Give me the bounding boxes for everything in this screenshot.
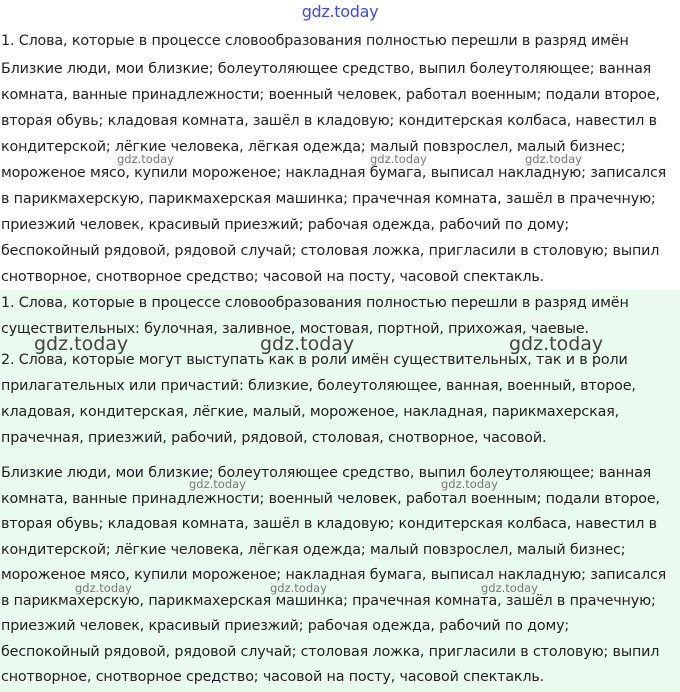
watermark: gdz.today bbox=[441, 477, 498, 491]
answer-line: кладовая, кондитерская, лёгкие, малый, мороженое, накладная, парикмахерская, bbox=[1, 404, 620, 420]
answer-line: кондитерской; лёгкие человека, лёгкая одежда; малый повзрослел, малый бизнес; bbox=[1, 541, 626, 558]
watermark: gdz.today bbox=[189, 477, 246, 491]
text-line: снотворное, снотворное средство; часовой на посту, часовой спектакль. bbox=[1, 269, 545, 285]
watermark: gdz.today bbox=[117, 152, 174, 166]
answer-line: 1. Слова, которые в процессе словообразования полностью перешли в разряд имён bbox=[1, 295, 629, 311]
text-line: приезжий человек, красивый приезжий; рабочая одежда, рабочий по дому; bbox=[1, 217, 570, 233]
text-line: Близкие люди, мои близкие; болеутоляющее средство, выпил болеутоляющее; ванная bbox=[1, 61, 652, 77]
watermark: gdz.today bbox=[34, 333, 129, 355]
text-line: вторая обувь; кладовая комната, зашёл в кладовую; кондитерская колбаса, навестил в bbox=[1, 113, 657, 129]
answer-line: 2. Слова, которые могут выступать как в роли имён существительных, так и в роли bbox=[1, 352, 628, 368]
answer-line: Близкие люди, мои близкие; болеутоляющее средство, выпил болеутоляющее; ванная bbox=[1, 465, 652, 481]
answer-line: прачечная, приезжий, рабочий, рядовой, столовая, снотворное, часовой. bbox=[1, 430, 547, 446]
answer-line: снотворное, снотворное средство; часовой на посту, часовой спектакль. bbox=[1, 669, 545, 685]
answer-line: мороженое мясо, купили мороженое; накладная бумага, выписал накладную; записался bbox=[1, 567, 667, 583]
text-line: в парикмахерскую, парикмахерская машинка; прачечная комната, зашёл в прачечную; bbox=[1, 191, 656, 207]
exercise-title: 1. Слова, которые в процессе словообразования полностью перешли в разряд имён bbox=[1, 33, 629, 49]
answer-line: беспокойный рядовой, рядовой случай; столовая ложка, пригласили в столовую; выпил bbox=[1, 643, 660, 660]
text-line: комната, ванные принадлежности; военный человек, работал военным; подали второе, bbox=[1, 87, 660, 103]
watermark: gdz.today bbox=[260, 333, 355, 355]
watermark: gdz.today bbox=[370, 152, 427, 166]
watermark: gdz.today bbox=[525, 152, 582, 166]
answer-line: в парикмахерскую, парикмахерская машинка; прачечная комната, зашёл в прачечную; bbox=[1, 592, 656, 609]
text-line: кондитерской; лёгкие человека, лёгкая одежда; малый повзрослел, малый бизнес; bbox=[1, 139, 626, 155]
answer-line: существительных: булочная, заливное, мостовая, портной, прихожая, чаевые. bbox=[1, 321, 589, 337]
answer-line: прилагательных или причастий: близкие, болеутоляющее, ванная, военный, второе, bbox=[1, 378, 636, 394]
answer-line: комната, ванные принадлежности; военный человек, работал военным; подали второе, bbox=[1, 490, 660, 507]
watermark: gdz.today bbox=[75, 581, 132, 595]
site-logo-text[interactable]: gdz.today bbox=[301, 2, 379, 21]
text-line: беспокойный рядовой, рядовой случай; столовая ложка, пригласили в столовую; выпил bbox=[1, 243, 660, 259]
answer-line: приезжий человек, красивый приезжий; рабочая одежда, рабочий по дому; bbox=[1, 618, 570, 634]
answer-line: вторая обувь; кладовая комната, зашёл в кладовую; кондитерская колбаса, навестил в bbox=[1, 516, 657, 532]
watermark: gdz.today bbox=[481, 581, 538, 595]
watermark: gdz.today bbox=[270, 581, 327, 595]
text-line: мороженое мясо, купили мороженое; накладная бумага, выписал накладную; записался bbox=[1, 165, 667, 181]
watermark: gdz.today bbox=[509, 333, 604, 355]
answer-summary bbox=[0, 290, 680, 450]
answer-examples bbox=[0, 461, 680, 691]
